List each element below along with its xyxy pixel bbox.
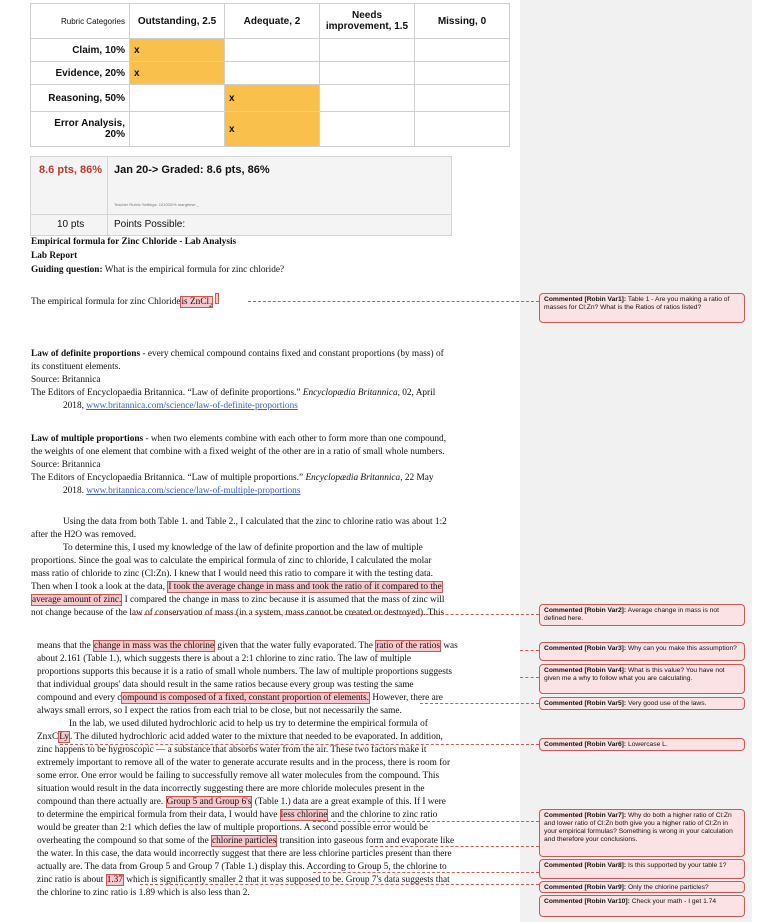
comment-connector bbox=[60, 744, 539, 745]
law1-source: Source: Britannica bbox=[31, 375, 101, 385]
para2-line: not change because of the law of conservation of mass (in a system, mass cannot be created or destroyed). This bbox=[31, 608, 445, 618]
comment-highlight-4[interactable]: ratio of the ratios bbox=[376, 641, 441, 651]
comment-7[interactable]: Commented [Robin Var7]: Why do both a higher ratio of Cl:Zn and lower ratio of Cl:Zn both give you a higher ratio of Cl:Zn in your empirical formulas? Something is wrong in your calculation and therefore your conclusions. bbox=[539, 809, 745, 857]
law2-title: Law of multiple proportions bbox=[31, 434, 144, 444]
para3-line: compound and every compound is composed of a fixed, constant proportion of elements. However, there are bbox=[37, 693, 443, 703]
comment-6[interactable]: Commented [Robin Var6]: Lowercase L. bbox=[539, 738, 745, 751]
divider bbox=[107, 157, 108, 235]
rubric-header-missing: Missing, 0 bbox=[415, 4, 510, 39]
comment-5[interactable]: Commented [Robin Var5]: Very good use of the laws. bbox=[539, 697, 745, 710]
rubric-cell[interactable] bbox=[130, 85, 225, 112]
rubric-header-needs-improvement: Needs improvement, 1.5 bbox=[320, 4, 415, 39]
para3-line: about 2.161 (Table 1.), which suggests there is about a 2:1 chlorine to zinc ratio. The law of multiple bbox=[37, 654, 412, 664]
rubric-header-adequate: Adequate, 2 bbox=[225, 4, 320, 39]
rubric-cell-selected[interactable]: x bbox=[225, 85, 320, 112]
points-possible-label: Points Possible: bbox=[114, 219, 186, 230]
comment-connector bbox=[140, 884, 539, 885]
comment-highlight-10[interactable]: 1.37 bbox=[106, 875, 123, 885]
comment-connector bbox=[313, 821, 539, 822]
comment-highlight-6[interactable]: Ly bbox=[59, 732, 70, 742]
para4-line: situation would result in the data incorrectly suggesting there are more chloride molecules present in the bbox=[37, 784, 425, 794]
comment-connector bbox=[420, 703, 539, 704]
law2-source: Source: Britannica bbox=[31, 460, 101, 470]
comment-highlight-2b[interactable]: average amount of zinc. bbox=[32, 595, 122, 605]
rubric-cell-selected[interactable]: x bbox=[225, 112, 320, 147]
rubric-header-categories: Rubric Categories bbox=[31, 4, 130, 39]
comment-connector bbox=[520, 650, 539, 651]
rubric-row-label: Error Analysis, 20% bbox=[31, 112, 130, 147]
comment-4[interactable]: Commented [Robin Var4]: What is this value? You have not given me a why to follow what you are calculating. bbox=[539, 664, 745, 694]
claim-text: The empirical formula for zinc Chloride bbox=[31, 297, 181, 307]
comment-highlight-8[interactable]: less chlorine bbox=[280, 810, 328, 820]
points-value: 10 pts bbox=[57, 219, 85, 230]
para4-line: to determine the empirical formula from their data, I would have less chlorine and the chlorine to zinc ratio bbox=[37, 810, 438, 820]
comment-highlight-2[interactable]: I took the average change in mass and took the ratio of it compared to the bbox=[168, 582, 442, 592]
score-summary bbox=[30, 156, 452, 236]
comment-highlight-9[interactable]: chlorine particles bbox=[212, 836, 277, 846]
comment-connector bbox=[370, 846, 539, 847]
comment-margin bbox=[520, 0, 752, 922]
rubric-cell[interactable] bbox=[415, 112, 510, 147]
rubric-cell[interactable] bbox=[225, 39, 320, 62]
law2-citation-2: 2018. www.britannica.com/science/law-of-multiple-proportions bbox=[63, 486, 301, 496]
para4-line: actually are. The data from Group 5 and Group 7 (Table 1.) display this. According to Group 5, the chlorine to bbox=[37, 862, 447, 872]
para4-line: the water. In this case, the data would incorrectly suggest that there are less chlorine particles present than there bbox=[37, 849, 452, 859]
law1-citation: The Editors of Encyclopaedia Britannica. “Law of definite proportions.” Encyclopædia Britannica, 02, April bbox=[31, 388, 436, 398]
rubric-cell[interactable] bbox=[415, 85, 510, 112]
comment-highlight-3[interactable]: change in mass was the chlorine bbox=[94, 641, 215, 651]
rubric-cell[interactable] bbox=[415, 39, 510, 62]
para2-line: Then when I took a look at the data, I took the average change in mass and took the ratio of it compared to the bbox=[31, 582, 442, 592]
law1-title: Law of definite proportions bbox=[31, 349, 141, 359]
rubric-cell[interactable] bbox=[130, 112, 225, 147]
rubric-header-outstanding: Outstanding, 2.5 bbox=[130, 4, 225, 39]
rubric-row-label: Evidence, 20% bbox=[31, 62, 130, 85]
rubric-table bbox=[30, 3, 510, 147]
para4-line: would be greater than 2:1 which defies the law of multiple proportions. A second possible error would be bbox=[37, 823, 428, 833]
doc-subtitle: Lab Report bbox=[31, 251, 78, 261]
window-edge bbox=[752, 0, 768, 922]
rubric-cell-selected[interactable]: x bbox=[130, 39, 225, 62]
rubric-cell[interactable] bbox=[320, 62, 415, 85]
para4-line: zinc ratio is about 1.37 which is significantly smaller 2 that it was supposed to be. Group 7's data suggests that bbox=[37, 875, 450, 885]
rubric-row-label: Claim, 10% bbox=[31, 39, 130, 62]
rubric-cell[interactable] bbox=[320, 39, 415, 62]
para4-line: In the lab, we used diluted hydrochloric acid to help us try to determine the empirical formula of bbox=[69, 719, 428, 729]
para4-line: the chlorine to zinc ratio is 1.89 which is also less than 2. bbox=[37, 888, 250, 898]
para3-line: proportions supports this because it is a ratio of small whole numbers. The law of multiple proportions suggests bbox=[37, 667, 453, 677]
para2-line: average amount of zinc. I compared the change in mass to zinc because it is assumed that the mass of zinc will bbox=[32, 595, 445, 605]
comment-1[interactable]: Commented [Robin Var1]: Table 1 - Are you making a ratio of masses for Cl:Zn? What is the Ratios of ratios listed? bbox=[539, 293, 745, 323]
doc-title: Empirical formula for Zinc Chloride - Lab Analysis bbox=[31, 237, 237, 247]
guiding-label: Guiding question: bbox=[31, 265, 103, 275]
comment-connector bbox=[134, 614, 539, 615]
para4-line: zinc happens to be hygroscopic — a substance that absorbs water from the air. These two factors make it bbox=[37, 745, 427, 755]
law1-citation-2: 2018, www.britannica.com/science/law-of-definite-proportions bbox=[63, 401, 298, 411]
law1-link[interactable]: www.britannica.com/science/law-of-definite-proportions bbox=[86, 401, 298, 411]
guiding-text: What is the empirical formula for zinc chloride? bbox=[102, 265, 285, 275]
rubric-row-label: Reasoning, 50% bbox=[31, 85, 130, 112]
rubric-settings-text: Teacher Rubric Settings: 101000/% marghese _ bbox=[114, 202, 199, 207]
rubric-cell-selected[interactable]: x bbox=[130, 62, 225, 85]
law2-link[interactable]: www.britannica.com/science/law-of-multiple-proportions bbox=[86, 486, 301, 496]
comment-highlight-1[interactable]: is ZnCl$_2$ bbox=[181, 297, 213, 309]
para4-line: some error. One error would be failing to successfully remove all water molecules from the compound. This bbox=[37, 771, 440, 781]
score-percent: 8.6 pts, 86% bbox=[39, 164, 102, 176]
para4-line: ZnxCLy. The diluted hydrochloric acid added water to the mixture that needed to be evaporated. In addition, bbox=[37, 732, 443, 742]
cursor-mark bbox=[215, 293, 219, 304]
rubric-cell[interactable] bbox=[415, 62, 510, 85]
comment-connector bbox=[313, 872, 539, 873]
comment-9[interactable]: Commented [Robin Var9]: Only the chlorine particles? bbox=[539, 881, 745, 893]
claim-line bbox=[31, 293, 219, 312]
para4-line: overheating the compound so that some of the chlorine particles transition into gaseous form and evaporate like bbox=[37, 836, 455, 846]
para2-line: mass ratio of chloride to zinc (Cl:Zn). I knew that I would need this ratio to compare it with the testing data. bbox=[31, 569, 433, 579]
comment-10[interactable]: Commented [Robin Var10]: Check your math - I get 1.74 bbox=[539, 895, 745, 917]
para1-line: Using the data from both Table 1. and Table 2., I calculated that the zinc to chlorine ratio was about 1:2 bbox=[63, 517, 447, 527]
para3-line: means that the change in mass was the chlorine given that the water fully evaporated. The ratio of the ratios was bbox=[37, 641, 458, 651]
para4-line: compound than there actually are. Group 5 and Group 6's (Table 1.) data are a great example of this. If I were bbox=[37, 797, 446, 807]
law2-citation: The Editors of Encyclopaedia Britannica. “Law of multiple proportions.” Encyclopædia Britannica, 22 May bbox=[31, 473, 434, 483]
graded-status: Jan 20-> Graded: 8.6 pts, 86% bbox=[114, 164, 270, 176]
law1-line1: Law of definite proportions - every chemical compound contains fixed and constant proportions (by mass) of bbox=[31, 349, 444, 359]
comment-highlight-7[interactable]: Group 5 and Group 6's bbox=[166, 797, 252, 807]
comment-highlight-5[interactable]: ompound is composed of a fixed, constant proportion of elements. bbox=[122, 693, 369, 703]
para1-line: after the H2O was removed. bbox=[31, 530, 137, 540]
rubric-cell[interactable] bbox=[320, 85, 415, 112]
rubric-cell[interactable] bbox=[225, 62, 320, 85]
comment-8[interactable]: Commented [Robin Var8]: Is this supported by your table 1? bbox=[539, 859, 745, 879]
law2-line2: the weights of one element that combine with a fixed weight of the other are in a ratio of small whole numbers. bbox=[31, 447, 445, 457]
para2-line: To determine this, I used my knowledge of the law of definite proportion and the law of multiple bbox=[63, 543, 423, 553]
comment-2[interactable]: Commented [Robin Var2]: Average change in mass is not defined here. bbox=[539, 604, 745, 626]
guiding-question bbox=[31, 264, 284, 277]
comment-connector bbox=[248, 301, 539, 302]
comment-connector bbox=[520, 677, 539, 678]
law2-line1: Law of multiple proportions - when two elements combine with each other to form more than one compound, bbox=[31, 434, 447, 444]
para3-line: that individual groups' data should result in the same ratios because every group was testing the same bbox=[37, 680, 414, 690]
rubric-cell[interactable] bbox=[320, 112, 415, 147]
law1-line2: its constituent elements. bbox=[31, 362, 121, 372]
para2-line: proportions. Since the goal was to calculate the empirical formula of zinc to chloride, I calculated the molar bbox=[31, 556, 432, 566]
para4-line: extremely important to remove all of the water to generate accurate results and in the process, there is room for bbox=[37, 758, 451, 768]
comment-3[interactable]: Commented [Robin Var3]: Why can you make this assumption? bbox=[539, 642, 745, 661]
para3-line: always small errors, so I expect the ratios from each trial to be close, but not necessarily the same. bbox=[37, 706, 402, 716]
divider bbox=[31, 214, 451, 215]
